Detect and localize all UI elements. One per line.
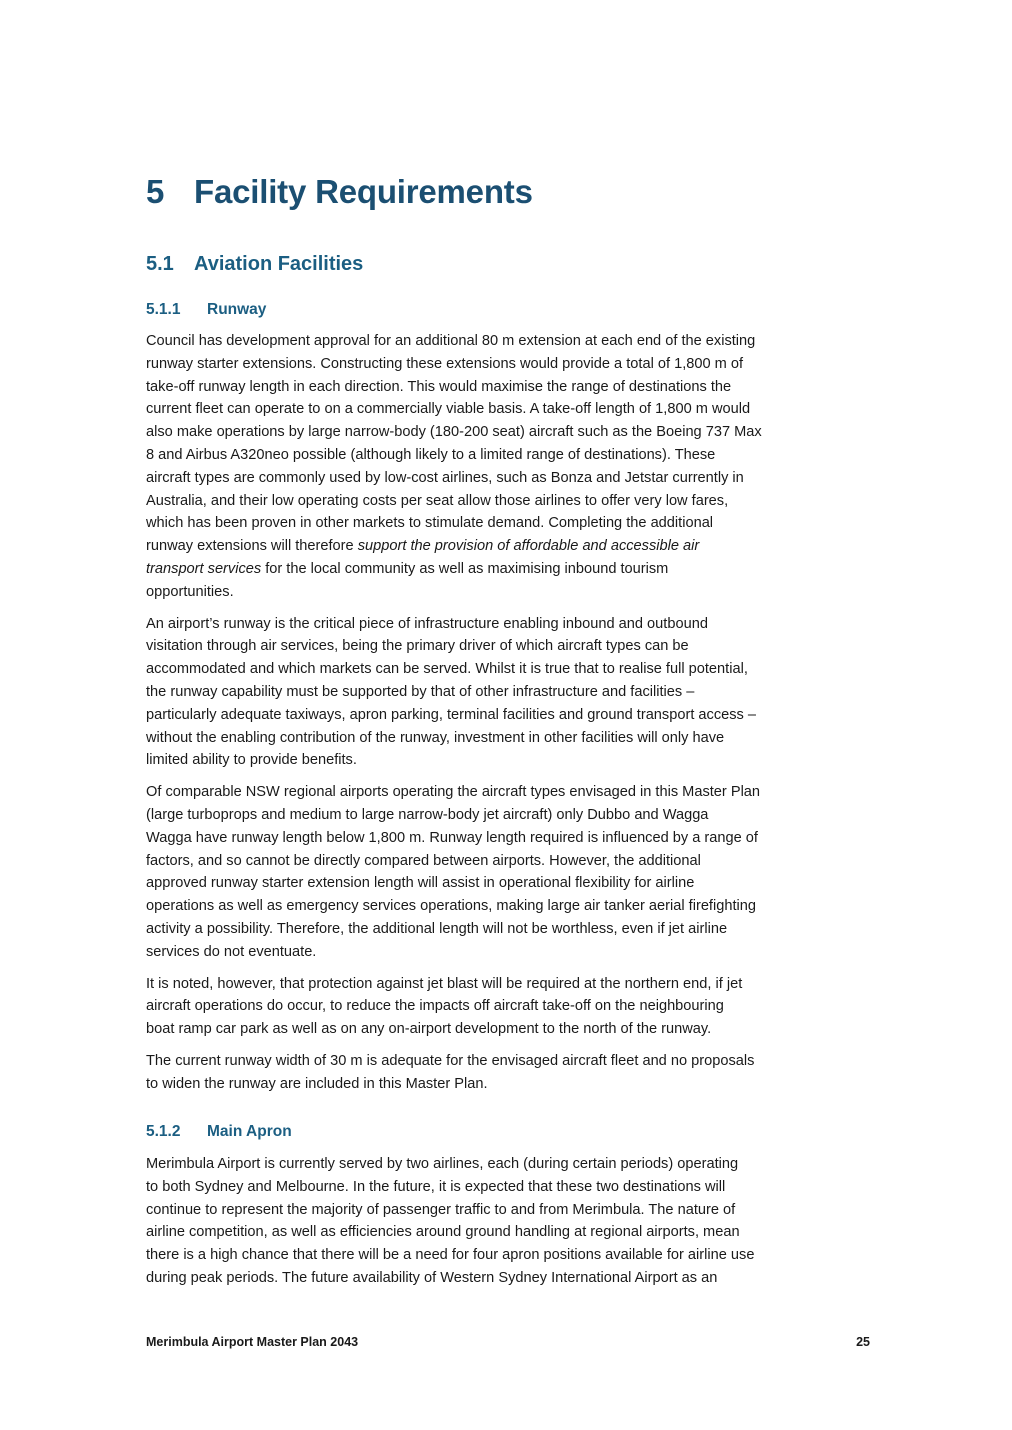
text-line: limited ability to provide benefits. [146,752,357,769]
text-line: factors, and so cannot be directly compared between airports. However, the additional [146,852,701,869]
chapter-heading [146,170,533,214]
paragraph [146,1153,870,1290]
subsection-number: 5.1.1 [146,301,181,318]
subsection-number: 5.1.2 [146,1123,181,1140]
text-line: without the enabling contribution of the runway, investment in other facilities will only have [146,729,725,746]
text-line: continue to represent the majority of passenger traffic to and from Merimbula. The nature of [146,1201,736,1218]
text-line: Merimbula Airport is currently served by two airlines, each (during certain periods) operating [146,1156,739,1172]
text-line: An airport’s runway is the critical piece of infrastructure enabling inbound and outbound [146,615,708,632]
text-line: Council has development approval for an additional 80 m extension at each end of the existing [146,333,756,349]
text-run: for the local community as well as maximising inbound tourism [261,560,669,577]
text-line: 8 and Airbus A320neo possible (although likely to a limited range of destinations). These [146,446,716,463]
text-line: It is noted, however, that protection against jet blast will be required at the northern end, if jet [146,975,743,992]
text-line: current fleet can operate to on a commercially viable basis. A take-off length of 1,800 m would [146,401,751,418]
chapter-title: Facility Requirements [194,173,533,210]
text-line [146,535,870,558]
footer-document-title: Merimbula Airport Master Plan 2043 [146,1335,359,1349]
text-line: visitation through air services, being the primary driver of which aircraft types can be [146,638,689,655]
text-line: which has been proven in other markets to stimulate demand. Completing the additional [146,515,714,532]
text-line: services do not eventuate. [146,943,317,960]
text-line: aircraft operations do occur, to reduce the impacts off aircraft take-off on the neighbouring [146,998,724,1015]
text-line: opportunities. [146,583,234,600]
emphasis-text: support the provision of affordable and accessible air [357,538,700,555]
text-line: (large turboprops and medium to large narrow-body jet aircraft) only Dubbo and Wagga [146,806,709,823]
text-line: also make operations by large narrow-body (180-200 seat) aircraft such as the Boeing 737 Max [146,424,762,441]
emphasis-text: transport services [146,560,262,577]
text-line: boat ramp car park as well as on any on-airport development to the north of the runway. [146,1021,712,1038]
text-line: aircraft types are commonly used by low-cost airlines, such as Bonza and Jetstar currently in [146,469,744,486]
main-apron-section-body [146,1153,870,1299]
text-line: particularly adequate taxiways, apron parking, terminal facilities and ground transport access – [146,706,757,723]
runway-section-body [146,330,870,1105]
text-line [146,558,870,581]
subsection-title: Main Apron [207,1123,292,1140]
subsection-title: Runway [207,301,267,318]
paragraph [146,1050,870,1096]
paragraph [146,781,870,963]
section-heading [146,250,363,278]
paragraph [146,973,870,1041]
footer-page-number: 25 [856,1335,870,1349]
text-line: the runway capability must be supported by that of other infrastructure and facilities – [146,683,695,700]
subsection-heading-main-apron [146,1121,292,1143]
text-line: during peak periods. The future availability of Western Sydney International Airport as an [146,1269,718,1286]
paragraph [146,613,870,773]
chapter-number: 5 [146,173,165,210]
text-line: to widen the runway are included in this Master Plan. [146,1075,488,1092]
text-line: Wagga have runway length below 1,800 m. Runway length required is influenced by a range of [146,829,758,846]
text-line: The current runway width of 30 m is adequate for the envisaged aircraft fleet and no proposals [146,1052,755,1069]
text-line: airline competition, as well as efficiencies around ground handling at regional airports, mean [146,1224,740,1241]
text-line: activity a possibility. Therefore, the additional length will not be worthless, even if jet airline [146,920,728,937]
text-line: there is a high chance that there will be a need for four apron positions available for airline use [146,1247,755,1264]
text-line: approved runway starter extension length will assist in operational flexibility for airline [146,875,695,892]
subsection-heading-runway [146,299,266,321]
text-line: accommodated and which markets can be served. Whilst it is true that to realise full potential, [146,661,748,678]
section-title: Aviation Facilities [194,253,364,275]
text-line: runway starter extensions. Constructing these extensions would provide a total of 1,800 m of [146,355,744,372]
text-line: Of comparable NSW regional airports operating the aircraft types envisaged in this Master Plan [146,784,761,801]
text-line: to both Sydney and Melbourne. In the future, it is expected that these two destinations will [146,1178,726,1195]
text-run: runway extensions will therefore [146,538,358,555]
text-line: take-off runway length in each direction. This would maximise the range of destinations the [146,378,732,395]
text-line: operations as well as emergency services operations, making large air tanker aerial firefighting [146,898,756,915]
text-line: Australia, and their low operating costs per seat allow those airlines to offer very low fares, [146,492,729,509]
section-number: 5.1 [146,253,174,275]
paragraph [146,330,870,604]
document-page [146,0,870,1430]
